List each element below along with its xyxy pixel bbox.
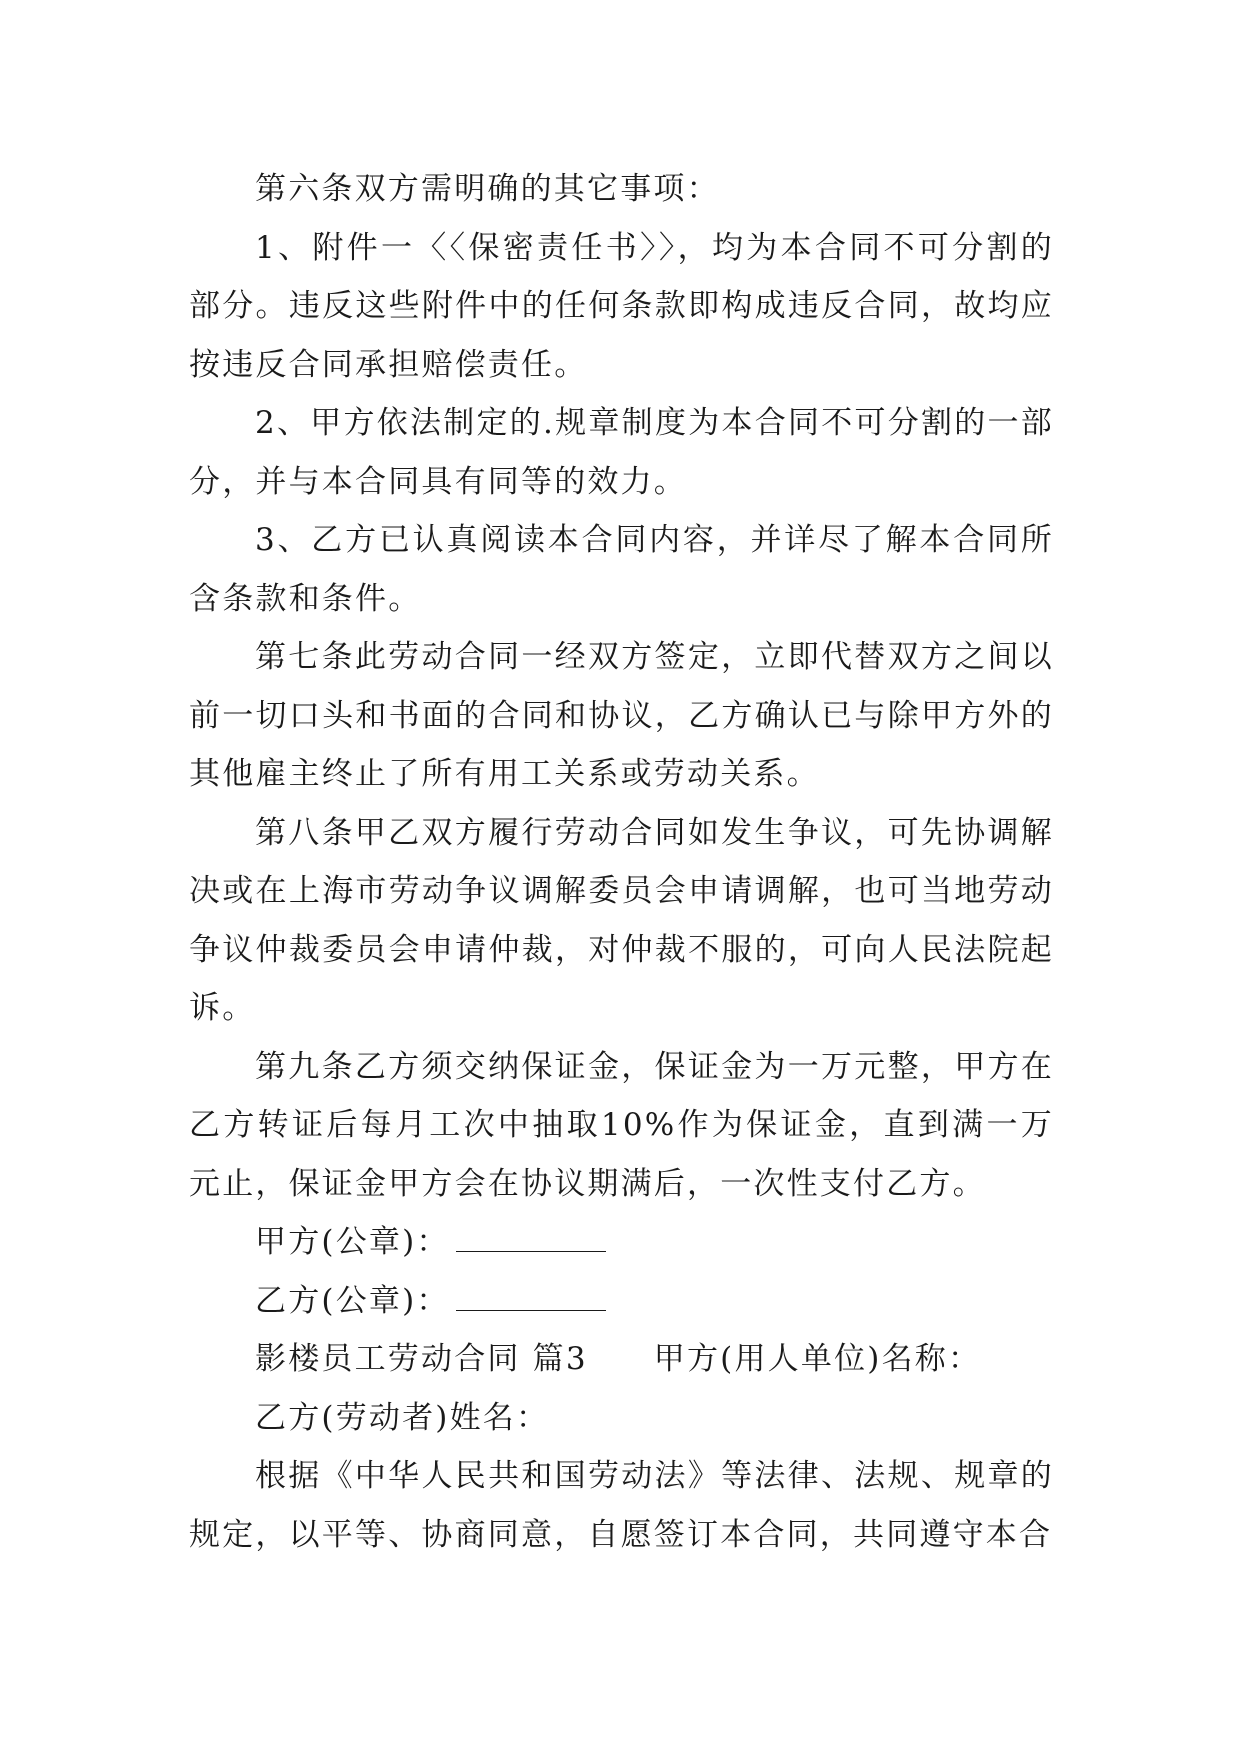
contract-3-heading-line (189, 1330, 1054, 1389)
party-b-seal-blank (456, 1286, 606, 1311)
party-a-seal-line (189, 1213, 1054, 1272)
party-a-seal-label: 甲方(公章)： (255, 1224, 450, 1260)
article-6-item-2: 2、甲方依法制定的.规章制度为本合同不可分割的一部分，并与本合同具有同等的效力。 (189, 405, 1054, 500)
party-a-seal-blank (456, 1227, 606, 1252)
employee-name-label: 乙方(劳动者)姓名： (255, 1399, 550, 1436)
document-page (189, 160, 1054, 1564)
section-title: 影楼员工劳动合同 篇3 (255, 1341, 588, 1377)
employer-name-label: 甲方(用人单位)名称： (653, 1341, 982, 1377)
party-b-seal-line (189, 1272, 1054, 1331)
article-8: 第八条甲乙双方履行劳动合同如发生争议，可先协调解决或在上海市劳动争议调解委员会申请调解，也可当地劳动争议仲裁委员会申请仲裁，对仲裁不服的，可向人民法院起诉。 (189, 814, 1054, 1026)
article-6-item-3: 3、乙方已认真阅读本合同内容，并详尽了解本合同所含条款和条件。 (189, 522, 1054, 617)
article-9: 第九条乙方须交纳保证金，保证金为一万元整，甲方在乙方转证后每月工次中抽取10%作为保证金，直到满一万元止，保证金甲方会在协议期满后，一次性支付乙方。 (189, 1048, 1054, 1202)
closing-paragraph: 根据《中华人民共和国劳动法》等法律、法规、规章的规定，以平等、协商同意，自愿签订本合同，共同遵守本合 (189, 1458, 1054, 1553)
article-6-item-1: 1、附件一〈〈保密责任书〉〉，均为本合同不可分割的部分。违反这些附件中的任何条款即构成违反合同，故均应按违反合同承担赔偿责任。 (189, 229, 1054, 383)
party-b-seal-label: 乙方(公章)： (255, 1282, 450, 1319)
article-6-heading: 第六条双方需明确的其它事项： (255, 171, 720, 207)
employee-name-line (189, 1389, 1054, 1448)
article-7: 第七条此劳动合同一经双方签定，立即代替双方之间以前一切口头和书面的合同和协议，乙方确认已与除甲方外的其他雇主终止了所有用工关系或劳动关系。 (189, 639, 1054, 792)
